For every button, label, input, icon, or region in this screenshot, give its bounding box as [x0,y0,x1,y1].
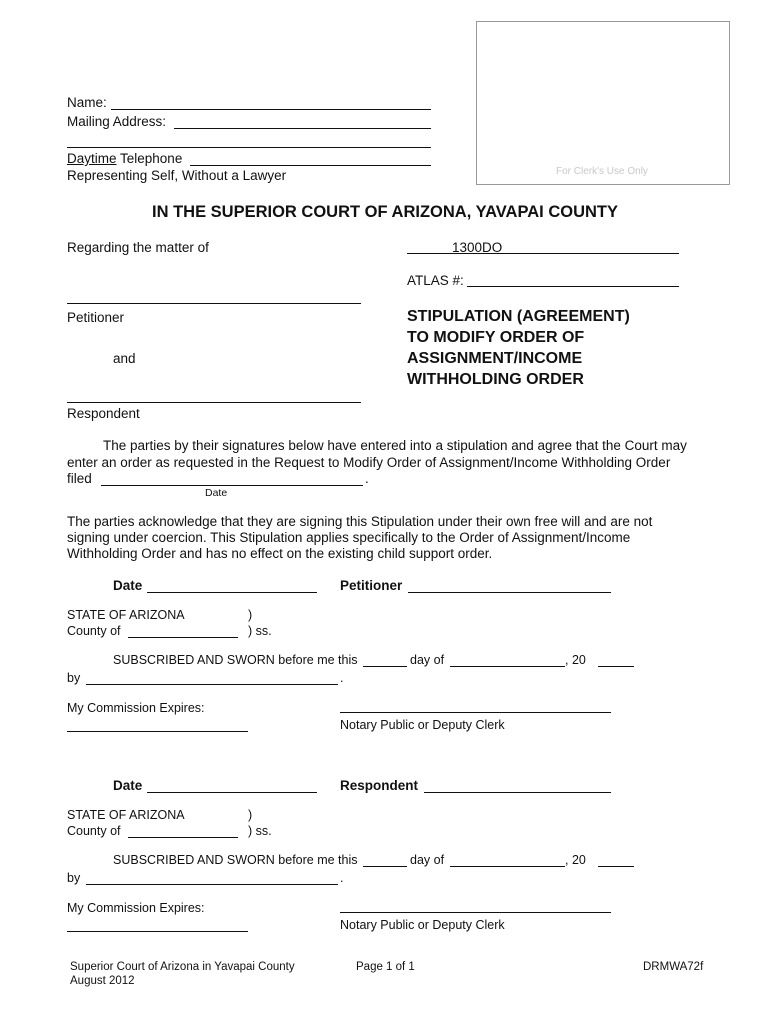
state-of-arizona-1: STATE OF ARIZONA [67,608,185,622]
notary-label-1: Notary Public or Deputy Clerk [340,718,505,732]
document-title-line-3: ASSIGNMENT/INCOME [407,350,583,367]
twenty-label-1: , 20 [565,653,586,667]
sworn-month-field-2[interactable] [450,852,565,867]
filed-date-caption: Date [205,487,228,499]
state-of-arizona-2: STATE OF ARIZONA [67,808,185,822]
clerk-use-label: For Clerk's Use Only [556,166,648,177]
respondent-label-bold: Respondent [340,778,419,793]
paragraph-2-line-2: signing under coercion. This Stipulation applies specifically to the Order of Assignment/Income [67,530,631,545]
sworn-month-field-1[interactable] [450,652,565,667]
filed-date-field[interactable] [101,471,363,486]
day-of-label-1: day of [410,653,445,667]
filed-label: filed [67,471,92,486]
footer-date: August 2012 [70,975,135,987]
footer-court-name: Superior Court of Arizona in Yavapai County [70,961,295,973]
commission-expires-field-1[interactable] [67,717,248,732]
county-of-label-1: County of [67,624,121,638]
paragraph-2-line-3: Withholding Order and has no effect on the existing child support order. [67,546,493,561]
respondent-name-field[interactable] [67,388,361,403]
notary-signature-field-2[interactable] [340,898,611,913]
county-field-2[interactable] [128,823,238,838]
sworn-year-field-2[interactable] [598,852,634,867]
daytime-word: Daytime [67,151,117,166]
document-title [407,306,707,390]
ss-label-1: ) ss. [248,624,272,638]
telephone-word: Telephone [116,151,183,166]
and-label: and [113,351,136,366]
county-field-1[interactable] [128,623,238,638]
by-period-1: . [340,671,344,685]
petitioner-date-field[interactable] [147,578,317,593]
paragraph-1-line-1: The parties by their signatures below have entered into a stipulation and agree that the Court may [103,438,687,453]
atlas-label: ATLAS #: [407,273,464,288]
representing-self-text: Representing Self, Without a Lawyer [67,168,287,183]
respondent-signature-field[interactable] [424,778,611,793]
document-title-line-4: WITHHOLDING ORDER [407,371,584,388]
document-title-line-1: STIPULATION (AGREEMENT) [407,308,630,325]
mailing-address-field-2[interactable] [67,133,431,148]
petitioner-date-label: Date [113,578,143,593]
daytime-telephone-label [67,151,182,166]
case-number-line [407,253,679,254]
respondent-label: Respondent [67,406,140,421]
mailing-address-label: Mailing Address: [67,114,167,129]
day-of-label-2: day of [410,853,445,867]
mailing-address-field[interactable] [174,114,431,129]
commission-expires-label-1: My Commission Expires: [67,701,205,715]
commission-expires-field-2[interactable] [67,917,248,932]
paragraph-1-line-2: enter an order as requested in the Request to Modify Order of Assignment/Income Withholding Order [67,455,671,470]
subscribed-sworn-1: SUBSCRIBED AND SWORN before me this [113,653,358,667]
state-paren-2: ) [248,808,253,822]
sworn-by-field-2[interactable] [86,870,338,885]
subscribed-sworn-2: SUBSCRIBED AND SWORN before me this [113,853,358,867]
ss-label-2: ) ss. [248,824,272,838]
footer-page-number: Page 1 of 1 [356,961,415,973]
sworn-year-field-1[interactable] [598,652,634,667]
by-label-2: by [67,871,81,885]
respondent-date-field[interactable] [147,778,317,793]
notary-label-2: Notary Public or Deputy Clerk [340,918,505,932]
regarding-matter-label: Regarding the matter of [67,240,209,255]
petitioner-label-bold: Petitioner [340,578,403,593]
paragraph-2-line-1: The parties acknowledge that they are signing this Stipulation under their own free will and are not [67,514,653,529]
by-period-2: . [340,871,344,885]
state-paren-1: ) [248,608,253,622]
by-label-1: by [67,671,81,685]
petitioner-label: Petitioner [67,310,125,325]
twenty-label-2: , 20 [565,853,586,867]
sworn-by-field-1[interactable] [86,670,338,685]
name-field[interactable] [111,95,431,110]
petitioner-name-field[interactable] [67,289,361,304]
petitioner-signature-field[interactable] [408,578,611,593]
court-title: IN THE SUPERIOR COURT OF ARIZONA, YAVAPAI COUNTY [151,203,618,221]
filed-period: . [365,471,369,486]
respondent-date-label: Date [113,778,143,793]
footer-form-code: DRMWA72f [643,961,704,973]
atlas-number-field[interactable] [467,272,679,287]
name-label: Name: [67,95,107,110]
sworn-day-field-1[interactable] [363,652,407,667]
telephone-field[interactable] [190,151,431,166]
notary-signature-field-1[interactable] [340,698,611,713]
county-of-label-2: County of [67,824,121,838]
commission-expires-label-2: My Commission Expires: [67,901,205,915]
document-title-line-2: TO MODIFY ORDER OF [407,329,585,346]
clerk-use-box [476,21,730,185]
sworn-day-field-2[interactable] [363,852,407,867]
case-number: 1300DO [452,240,503,255]
